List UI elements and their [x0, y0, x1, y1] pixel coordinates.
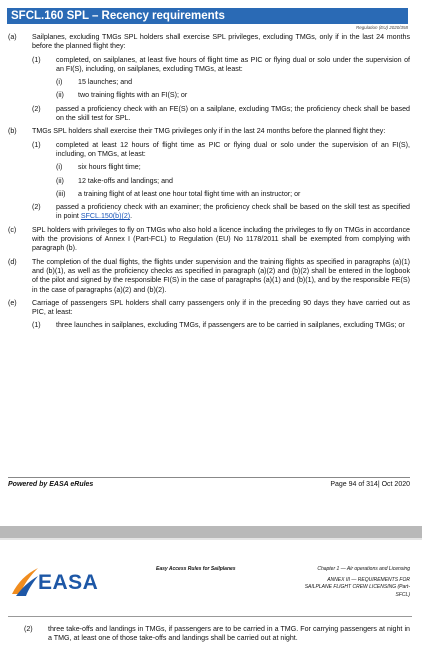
paragraph-text: SPL holders with privileges to fly on TMGs who also hold a licence including the privileges to fly on TMGs in accordance with the provisions of Annex I (Part-FCL) to Regulation (EU) No 1178/2011 shall be exempted from complying with paragraph (b).: [32, 225, 410, 253]
paragraph-a: [8, 33, 410, 52]
subitem-a1-ii: [56, 91, 410, 100]
paragraph-label: (d): [8, 257, 17, 266]
paragraph-label: (b): [8, 127, 17, 136]
easa-swoosh-icon: [10, 564, 40, 598]
paragraph-text: TMGs SPL holders shall exercise their TMG privileges only if in the last 24 months before the planned flight they:: [32, 127, 386, 136]
subitem-label: (ii): [56, 91, 64, 100]
item-b2: [32, 203, 410, 222]
chapter-title: Chapter 1 — Air operations and Licensing: [317, 566, 410, 572]
regulation-reference: Regulation (EU) 2020/358: [355, 25, 408, 30]
item-text-end: .: [130, 212, 133, 221]
subitem-label: (i): [56, 78, 63, 87]
paragraph-e: [8, 299, 410, 318]
item-e2: [24, 625, 410, 644]
paragraph-label: (c): [8, 225, 17, 234]
document-title: Easy Access Rules for Sailplanes: [156, 566, 236, 572]
item-text-main: passed a proficiency check with an examiner; the proficiency check shall be based on the skill test as specified in point: [56, 203, 410, 221]
subitem-b1-i: [56, 163, 410, 172]
paragraph-c: [8, 226, 410, 254]
item-a1: [32, 56, 410, 75]
page-separator-edge: [0, 538, 422, 540]
subitem-text: 15 launches; and: [78, 78, 133, 87]
paragraph-text: The completion of the dual flights, the flights under supervision and the training flights as specified in paragraphs (a)(1) and (b)(1), as well as the proficiency checks as specified in paragraph (a)(2) and (b)(2) shall be entered in the logbook of the pilot and signed by the responsible FI(S) in the case of paragraphs (a)(1) and (b)(1), and by the responsible FE(S) in the case of paragraphs (a)(2) and (b)(2).: [32, 257, 410, 294]
subitem-b1-iii: [56, 190, 410, 199]
chapter-info: [270, 566, 410, 599]
subitem-label: (ii): [56, 176, 64, 185]
item-label: (2): [32, 203, 41, 212]
header-rule: [8, 616, 412, 617]
paragraph-d: [8, 258, 410, 295]
next-page-header: [8, 550, 412, 618]
annex-line-1: ANNEX III — REQUIREMENTS FOR: [327, 576, 410, 583]
item-b1: [32, 141, 410, 160]
paragraph-text: Carriage of passengers SPL holders shall carry passengers only if in the preceding 90 days they have carried out as PIC, at least:: [32, 298, 410, 317]
section-title: SFCL.160 SPL – Recency requirements: [7, 8, 408, 24]
item-label: (1): [32, 140, 41, 149]
subitem-a1-i: [56, 78, 410, 87]
subitem-b1-ii: [56, 177, 410, 186]
subitem-label: (i): [56, 163, 63, 172]
subitem-text: a training flight of at least one hour total flight time with an instructor; or: [78, 189, 301, 198]
subitem-label: (iii): [56, 189, 66, 198]
item-text: passed a proficiency check with an FE(S) on a sailplane, excluding TMGs; the proficiency check shall be based on the skill test for SPL.: [56, 104, 410, 123]
page-separator: [0, 526, 422, 538]
item-label: (2): [24, 625, 33, 633]
paragraph-text: Sailplanes, excluding TMGs SPL holders shall exercise SPL privileges, excluding TMGs, only if in the last 24 months before the planned flight they:: [32, 33, 410, 51]
page-footer: [8, 477, 410, 488]
item-text: [56, 203, 410, 222]
item-label: (1): [32, 321, 41, 330]
paragraph-label: (e): [8, 298, 17, 307]
annex-line-2: SAILPLANE FLIGHT CREW LICENSING (Part-: [304, 584, 410, 590]
item-text: three launches in sailplanes, excluding TMGs, if passengers are to be carried in sailplanes, excluding TMGs; or: [56, 321, 405, 330]
item-label: (1): [32, 55, 41, 64]
paragraph-label: (a): [8, 33, 17, 41]
item-label: (2): [32, 104, 41, 113]
item-e1: [32, 321, 410, 330]
footer-powered-by: Powered by EASA eRules: [8, 481, 94, 488]
annex-line-3: SFCL): [395, 591, 410, 598]
item-text: completed, on sailplanes, at least five hours of flight time as PIC or flying dual or solo under the supervision of an FI(S), including, on sailplanes, excluding TMGs, at least:: [56, 55, 410, 73]
cross-reference-link[interactable]: SFCL.150(b)(2): [80, 212, 131, 221]
paragraph-b: [8, 127, 410, 136]
subitem-text: 12 take-offs and landings; and: [78, 176, 173, 185]
easa-logo-text: EASA: [38, 571, 99, 594]
item-a2: [32, 105, 410, 124]
item-text: completed at least 12 hours of flight time as PIC or flying dual or solo under the supervision of an FI(S), including, on TMGs, at least:: [56, 140, 410, 158]
next-page-body: [8, 625, 410, 648]
subitem-text: six hours flight time;: [78, 163, 141, 172]
subitem-text: two training flights with an FI(S); or: [78, 91, 188, 100]
footer-page-number: Page 94 of 314| Oct 2020: [330, 481, 410, 488]
easa-logo: [10, 564, 102, 598]
item-text: three take-offs and landings in TMGs, if passengers are to be carried in a TMG. For carrying passengers at night in a TMG, at least one of those take-offs and landings shall be carried out at night.: [48, 625, 410, 643]
document-body: [8, 33, 410, 335]
